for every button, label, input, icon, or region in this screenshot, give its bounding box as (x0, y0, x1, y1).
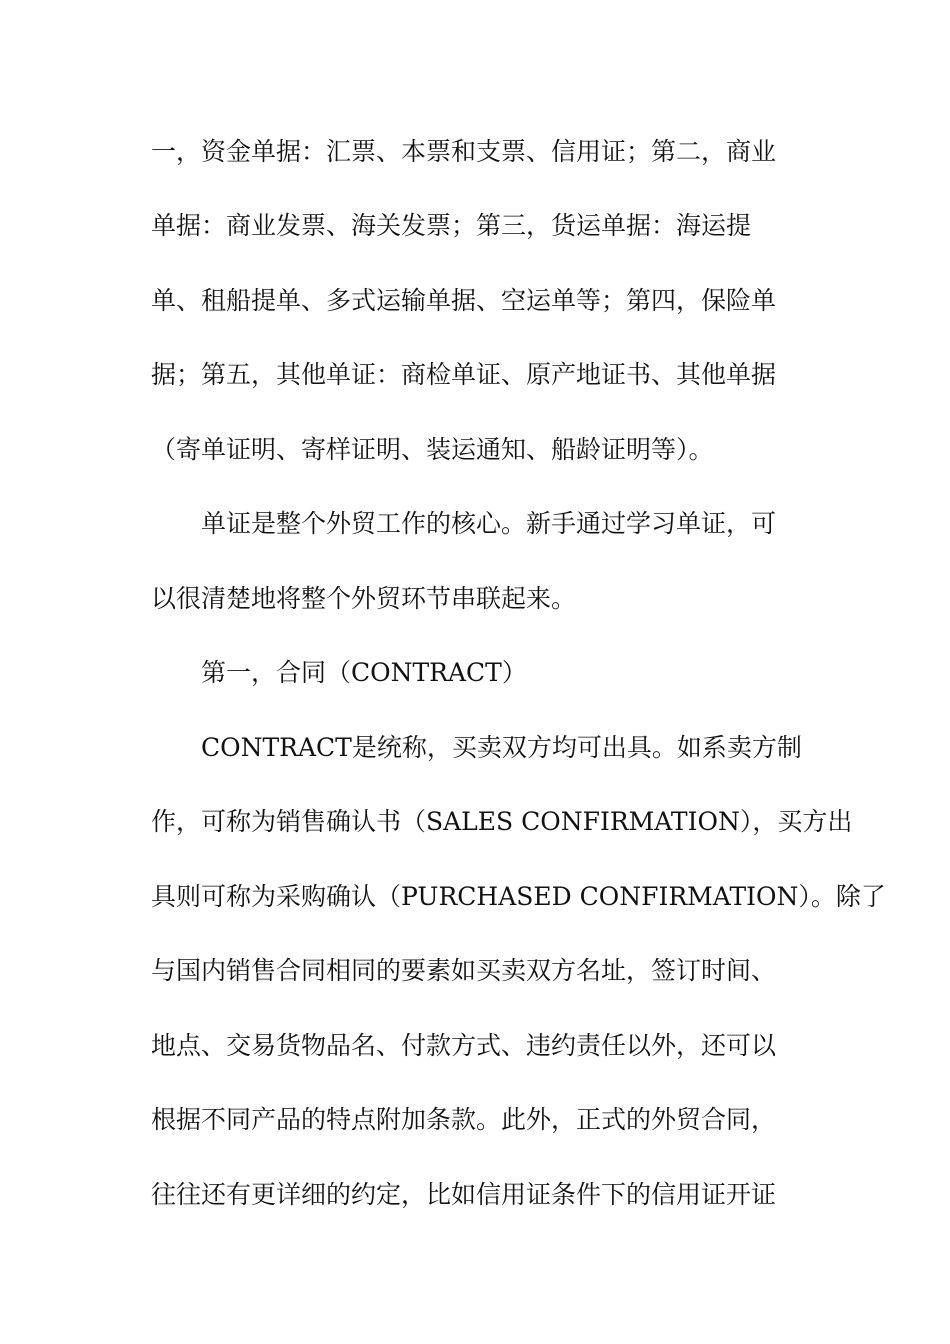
section-heading: 第一，合同（CONTRACT） (201, 658, 527, 687)
text-line: 与国内销售合同相同的要素如买卖双方名址，签订时间、 (151, 956, 777, 985)
text-line: 根据不同产品的特点附加条款。此外，正式的外贸合同， (151, 1105, 777, 1134)
text-line: 据；第五，其他单证：商检单证、原产地证书、其他单据 (151, 360, 777, 389)
text-line: （寄单证明、寄样证明、装运通知、船龄证明等）。 (151, 435, 714, 464)
text-line: 一，资金单据：汇票、本票和支票、信用证；第二，商业 (151, 137, 777, 166)
text-line: 地点、交易货物品名、付款方式、违约责任以外，还可以 (151, 1031, 777, 1060)
text-line: 以很清楚地将整个外贸环节串联起来。 (151, 584, 577, 613)
text-line: 具则可称为采购确认（PURCHASED CONFIRMATION）。除了 (151, 882, 886, 911)
text-line: CONTRACT是统称，买卖双方均可出具。如系卖方制 (201, 733, 802, 762)
text-line: 单据：商业发票、海关发票；第三，货运单据：海运提 (151, 211, 752, 240)
text-line: 单证是整个外贸工作的核心。新手通过学习单证，可 (201, 509, 777, 538)
text-line: 往往还有更详细的约定，比如信用证条件下的信用证开证 (151, 1180, 777, 1209)
text-line: 单、租船提单、多式运输单据、空运单等；第四，保险单 (151, 286, 777, 315)
text-line: 作，可称为销售确认书（SALES CONFIRMATION），买方出 (151, 807, 853, 836)
